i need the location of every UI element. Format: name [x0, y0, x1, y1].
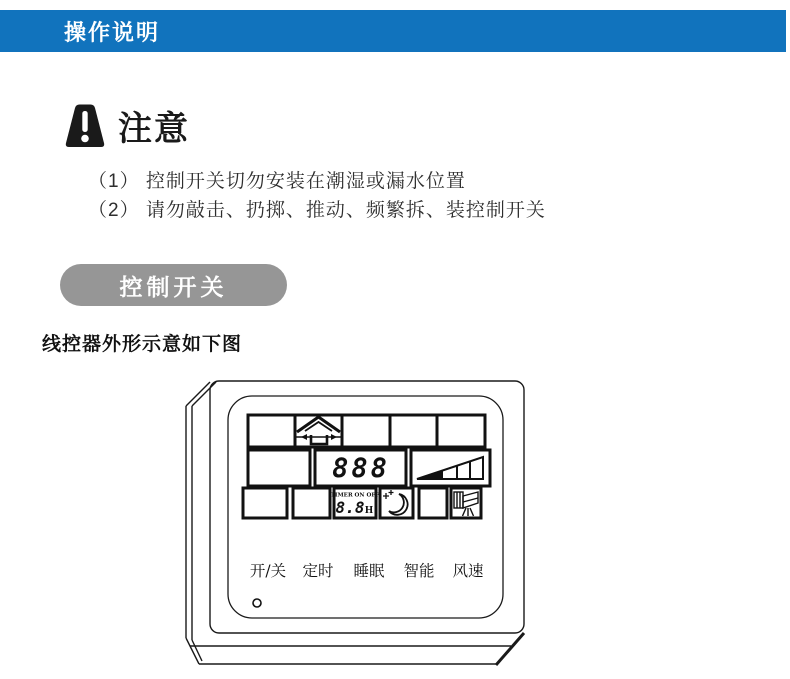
page-title: 操作说明	[64, 19, 161, 45]
lcd-row-1	[248, 415, 485, 447]
controller-diagram	[180, 372, 540, 672]
timer-digits: 8.8	[335, 498, 365, 517]
power-led	[253, 599, 261, 607]
button-power: 开/关	[249, 562, 287, 580]
button-timer: 定时	[302, 562, 334, 580]
button-fanspeed: 风速	[452, 562, 484, 580]
diagram-caption: 线控器外形示意如下图	[42, 334, 243, 355]
temperature-digits: 888	[332, 453, 390, 484]
timer-unit: H	[364, 506, 374, 516]
section-pill-label: 控制开关	[119, 273, 228, 300]
caution-item-2: （2） 请勿敲击、扔掷、推动、频繁拆、装控制开关	[88, 200, 546, 221]
button-smart: 智能	[403, 562, 435, 580]
caution-item-1: （1） 控制开关切勿安装在潮湿或漏水位置	[88, 171, 466, 192]
warning-triangle-icon	[62, 103, 108, 149]
button-sleep: 睡眠	[353, 562, 385, 580]
caution-heading: 注意	[118, 110, 190, 148]
timer-label: TIMER ON OFF	[330, 492, 380, 499]
caution-heading-row	[62, 101, 190, 150]
section-pill	[60, 264, 287, 306]
title-banner	[0, 10, 786, 52]
